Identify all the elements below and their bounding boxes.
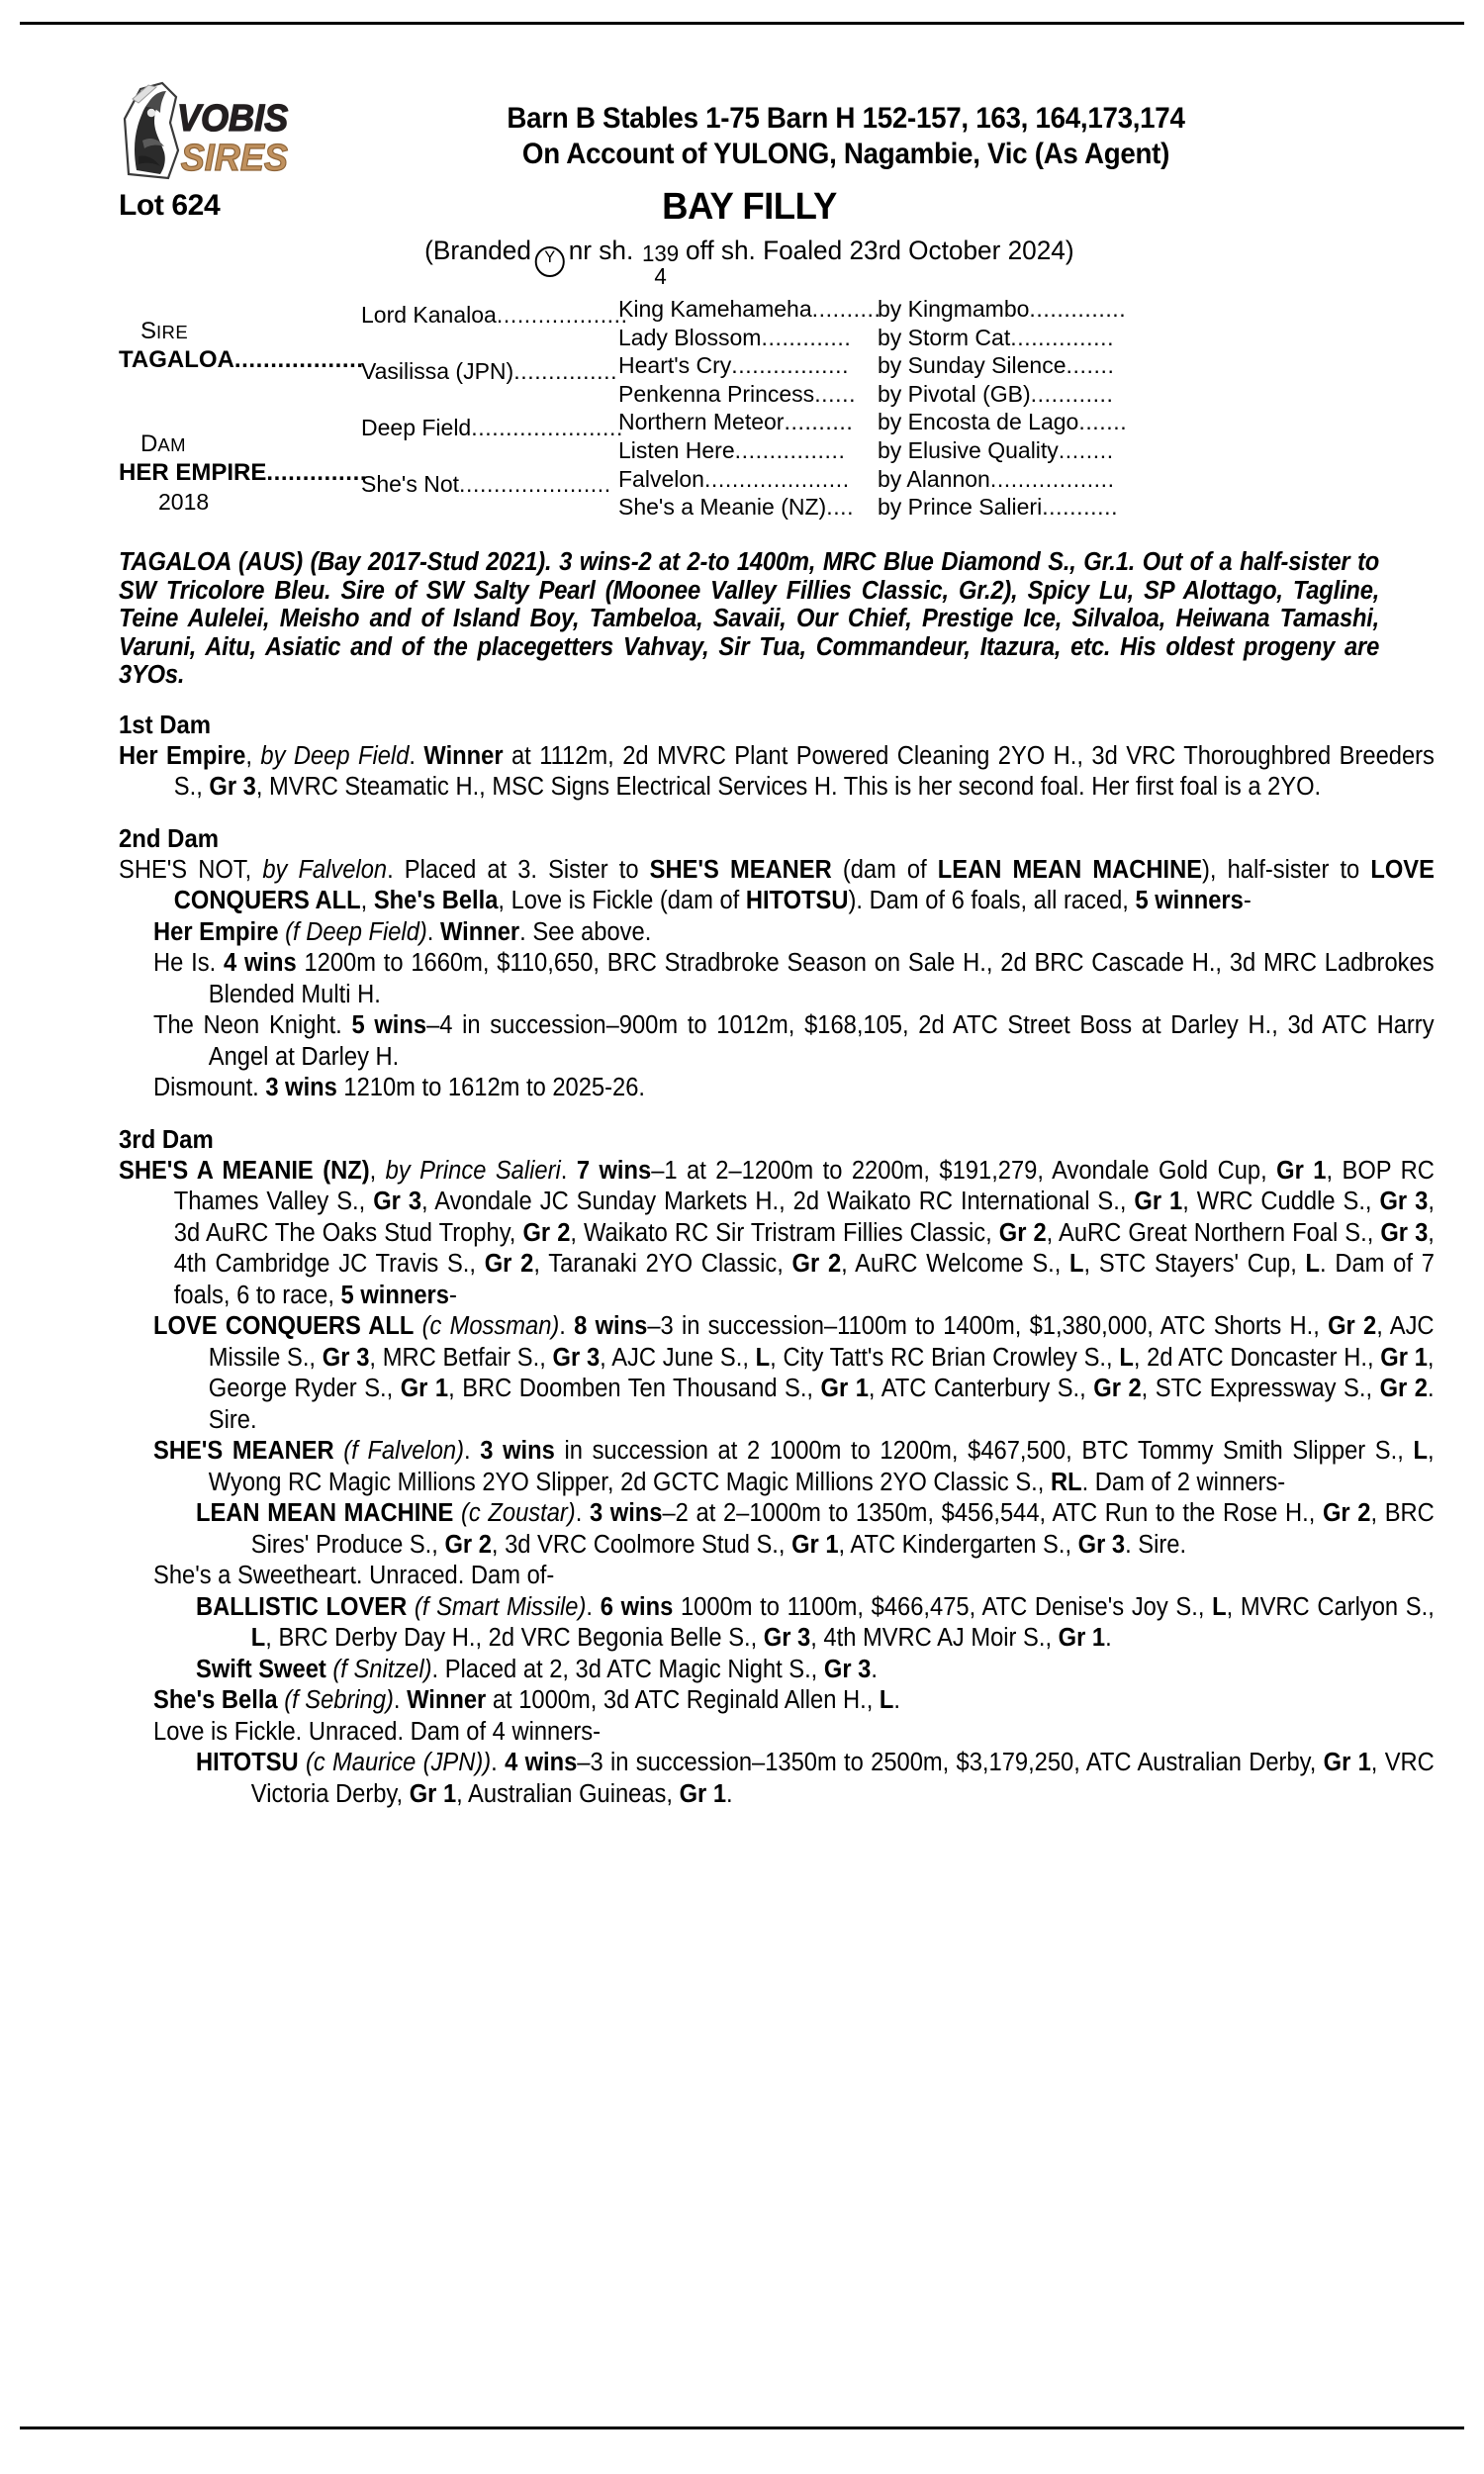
pedigree-entry	[196, 1748, 1435, 1810]
ggp-name-cell	[618, 324, 878, 352]
entry-bold-text: She's Bella	[153, 1686, 278, 1714]
ggp-name-cell	[618, 351, 878, 380]
entry-bold-text: Gr 3	[1077, 1530, 1126, 1559]
grandparent-name: Lord Kanaloa	[361, 302, 497, 328]
entry-bold-text: 5 winners	[340, 1281, 449, 1309]
entry-text: . Sire.	[1125, 1530, 1187, 1559]
grandparent-row	[361, 470, 613, 498]
ggp-sire: by Storm Cat	[878, 324, 1011, 350]
entry-text: , AuRC Great Northern Foal S.,	[1046, 1218, 1381, 1247]
entry-text: -	[448, 1281, 457, 1309]
entry-italic-text: by Deep Field	[260, 741, 410, 770]
entry-text: , MVRC Steamatic H., MSC Signs Electrical Services H. This is her second foal. Her first foal is a 2YO.	[255, 773, 1322, 801]
dam-section-heading: 2nd Dam	[119, 822, 220, 853]
entry-bold-text: Swift Sweet	[196, 1655, 326, 1683]
pedigree-generation-2	[361, 295, 628, 532]
grandparent-dots: ......................	[471, 415, 624, 440]
dam-caption-rest: AM	[157, 434, 186, 455]
ggp-sire-dots: ...........	[1042, 494, 1119, 521]
entry-text: . Dam of 2 winners-	[1081, 1468, 1286, 1496]
grandparent-dots: ......................	[459, 471, 611, 497]
dam-name-row	[119, 458, 368, 488]
entry-bold-text: Gr 1	[820, 1375, 869, 1402]
great-grandparent-row	[618, 493, 1380, 522]
entry-bold-text: Gr 1	[791, 1530, 839, 1559]
entry-text: , Waikato RC Sir Tristram Fillies Classic,	[570, 1218, 999, 1247]
entry-text: .	[426, 917, 440, 946]
entry-bold-text: Gr 3	[823, 1655, 872, 1683]
entry-text: in succession at 2 1000m to 1200m, $467,500, BTC Tommy Smith Slipper S.,	[554, 1437, 1414, 1465]
entry-bold-text: L	[1413, 1437, 1428, 1465]
entry-bold-text: LOVE CONQUERS ALL	[153, 1312, 415, 1340]
entry-text: , 4th MVRC AJ Moir S.,	[810, 1624, 1059, 1652]
entry-bold-text: Gr 3	[373, 1188, 422, 1215]
entry-text: , 3d VRC Coolmore Stud S.,	[491, 1530, 792, 1559]
grandparent-row	[361, 301, 628, 329]
entry-text: –2 at 2–1000m to 1350m, $456,544, ATC Run to the Rose H.,	[662, 1499, 1323, 1527]
entry-bold-text: 7 wins	[576, 1156, 652, 1185]
entry-bold-text: Gr 2	[998, 1218, 1047, 1247]
entry-text: , Wyong RC Magic Millions 2YO Slipper, 2d GCTC Magic Millions 2YO Classic S.,	[208, 1437, 1435, 1496]
entry-text: .	[559, 1312, 575, 1340]
entry-text: , Love is Fickle (dam of	[498, 887, 746, 914]
entry-text: , 4th Cambridge JC Travis S.,	[173, 1218, 1435, 1278]
ggp-name-cell	[618, 493, 878, 522]
entry-text: .	[560, 1156, 577, 1185]
entry-text: 1200m to 1660m, $110,650, BRC Stradbroke Season on Sale H., 2d BRC Cascade H., 3d MRC Ladbrokes Blended Multi H.	[208, 949, 1435, 1008]
entry-text: .	[575, 1499, 590, 1527]
entry-italic-text: by Prince Salieri	[385, 1156, 561, 1185]
pedigree-entry	[196, 1592, 1435, 1655]
entry-bold-text: L	[1119, 1343, 1134, 1372]
ggp-name: Lady Blossom	[618, 324, 762, 350]
ggp-sire: by Pivotal (GB)	[878, 380, 1031, 407]
great-grandparent-row	[618, 408, 1380, 436]
entry-bold-text: L	[1212, 1592, 1227, 1621]
sire-caption	[119, 319, 361, 345]
great-grandparent-row	[618, 436, 1380, 465]
page-bottom-rule	[20, 2426, 1464, 2429]
ggp-dots: ..........	[811, 296, 881, 322]
pedigree-entry	[153, 948, 1435, 1010]
ggp-sire: by Prince Salieri	[878, 494, 1043, 521]
entry-italic-text: (f Smart Missile)	[414, 1592, 587, 1621]
pedigree-table	[119, 295, 1380, 532]
entry-bold-text: Gr 2	[1328, 1312, 1377, 1340]
entry-bold-text: Gr 2	[791, 1250, 842, 1278]
entry-italic-text: (c Zoustar)	[460, 1499, 576, 1527]
grandparent-row	[361, 357, 618, 385]
pedigree-generation-1	[119, 295, 368, 532]
entry-text: Love is Fickle. Unraced. Dam of 4 winners-	[153, 1717, 602, 1746]
entry-text: .	[409, 741, 424, 770]
page-title: BAY FILLY	[662, 186, 837, 228]
entry-bold-text: Gr 2	[1322, 1499, 1371, 1527]
ggp-name: Penkenna Princess	[618, 380, 815, 407]
sire-name: TAGALOA	[119, 346, 234, 373]
dam-block	[119, 430, 368, 516]
brand-off-side-and-foaled: off sh. Foaled 23rd October 2024)	[686, 236, 1074, 265]
entry-bold-text: Gr 1	[409, 1779, 457, 1808]
entry-bold-text: BALLISTIC LOVER	[196, 1592, 408, 1621]
sire-dots: ..................	[233, 346, 364, 373]
entry-bold-text: Her Empire	[119, 741, 246, 770]
account-line: On Account of YULONG, Nagambie, Vic (As Agent)	[521, 138, 1170, 170]
entry-text: (dam of	[831, 855, 938, 884]
entry-bold-text: HITOTSU	[196, 1749, 299, 1776]
entry-text: ,	[369, 1156, 386, 1185]
ggp-sire-dots: ...............	[1010, 324, 1115, 350]
vobis-sires-logo	[119, 79, 309, 186]
barn-line: Barn B Stables 1-75 Barn H 152-157, 163, 164,173,174	[507, 102, 1185, 135]
entry-bold-text: 3 wins	[480, 1437, 555, 1465]
entry-bold-text: Gr 1	[679, 1779, 727, 1808]
ggp-sire-dots: ........	[1058, 436, 1114, 463]
entry-bold-text: 4 wins	[505, 1749, 578, 1776]
ggp-name: Northern Meteor	[618, 409, 785, 435]
entry-text: ,	[360, 887, 374, 914]
entry-bold-text: Gr 2	[522, 1218, 571, 1247]
ggp-name: Falvelon	[618, 465, 704, 492]
pedigree-entry	[153, 917, 1435, 949]
ggp-name-cell	[618, 465, 878, 494]
pedigree-entry	[153, 1073, 1435, 1104]
entry-italic-text: by Falvelon	[262, 855, 388, 884]
entry-bold-text: Gr 2	[444, 1530, 492, 1559]
entry-bold-text: Gr 1	[1058, 1624, 1106, 1652]
ggp-sire: by Elusive Quality	[878, 436, 1059, 463]
entry-text	[407, 1593, 415, 1621]
sire-caption-rest: IRE	[156, 322, 189, 342]
entry-text: , AuRC Welcome S.,	[841, 1250, 1070, 1278]
dam-section-heading: 3rd Dam	[119, 1123, 214, 1154]
entry-text: She's a Sweetheart. Unraced. Dam of-	[153, 1562, 555, 1589]
entry-text: 1210m to 1612m to 2025-26.	[336, 1074, 645, 1101]
entry-text: . Placed at 2, 3d ATC Magic Night S.,	[431, 1655, 824, 1683]
pedigree-entry	[153, 1311, 1435, 1436]
sire-block	[119, 318, 364, 375]
ggp-sire: by Alannon	[878, 465, 990, 492]
entry-text: , Taranaki 2YO Classic,	[533, 1250, 792, 1278]
ggp-name-cell	[618, 380, 878, 409]
entry-text: SHE'S NOT	[119, 855, 245, 884]
entry-text: , BRC Derby Day H., 2d VRC Begonia Belle S.,	[265, 1624, 764, 1652]
entry-text	[414, 1312, 421, 1340]
entry-bold-text: LEAN MEAN MACHINE	[937, 855, 1203, 884]
entry-text: .	[726, 1779, 733, 1808]
sire-caption-first: S	[140, 318, 157, 344]
ggp-name: She's a Meanie (NZ)	[618, 494, 827, 521]
entry-bold-text: Gr 3	[552, 1343, 601, 1372]
sire-description: TAGALOA (AUS) (Bay 2017-Stud 2021). 3 wins-2 at 2-to 1400m, MRC Blue Diamond S., Gr.1. Out of a half-sister to SW Tricolore Bleu. Sire of SW Salty Pearl (Moonee Valley Fillies Classic, Gr.2), Spicy Lu, SP Alottago, Tagline, Teine Aulelei, Meisho and of Island Boy, Tambeloa, Savaii, Our Chief, Prestige Ice, Silvaloa, Heiwana Tamashi, Varuni, Aitu, Asiatic and of the placegetters Vahvay, Sir Tua, Commandeur, Itazura, etc. His oldest progeny are 3YOs.	[119, 548, 1380, 689]
ggp-sire-cell	[878, 465, 1380, 494]
entry-bold-text: Gr 1	[1380, 1343, 1428, 1372]
entry-bold-text: 5 winners	[1135, 887, 1244, 914]
dam-year: 2018	[158, 489, 210, 515]
entry-bold-text: Her Empire	[153, 917, 279, 946]
entry-text: –1 at 2–1200m to 2200m, $191,279, Avondale Gold Cup,	[651, 1156, 1277, 1185]
entry-italic-text: (f Deep Field)	[285, 917, 427, 946]
sire-name-row	[119, 345, 364, 375]
entry-text: , Australian Guineas,	[456, 1779, 680, 1808]
entry-bold-text: Gr 2	[1093, 1375, 1142, 1402]
entry-bold-text: Gr 1	[1323, 1749, 1371, 1776]
ggp-sire-dots: ............	[1030, 380, 1114, 407]
entry-text: ). Dam of 6 foals, all raced,	[848, 887, 1136, 914]
ggp-sire-dots: ..................	[989, 465, 1115, 492]
ggp-sire-dots: ..............	[1029, 296, 1127, 322]
entry-text: . Placed at 3. Sister to	[387, 855, 650, 884]
entry-bold-text: Gr 3	[763, 1624, 811, 1652]
entry-bold-text: Gr 2	[484, 1250, 534, 1278]
entry-text	[334, 1437, 344, 1465]
ggp-sire-dots: .......	[1078, 409, 1128, 435]
entry-bold-text: L	[250, 1624, 266, 1652]
entry-text: , City Tatt's RC Brian Crowley S.,	[770, 1343, 1120, 1372]
entry-bold-text: Winner	[407, 1686, 487, 1714]
ggp-sire-cell	[878, 295, 1380, 324]
ggp-sire-cell	[878, 351, 1380, 380]
entry-text: .	[463, 1437, 481, 1465]
entry-italic-text: (f Snitzel)	[332, 1655, 432, 1683]
entry-bold-text: Gr 3	[209, 773, 256, 801]
brand-near-side: nr sh.	[568, 236, 634, 265]
page-header	[119, 77, 1380, 188]
entry-bold-text: Winner	[439, 917, 520, 946]
entry-text: Dismount.	[153, 1074, 266, 1101]
ggp-name-cell	[618, 408, 878, 436]
entry-text: .	[491, 1749, 506, 1776]
entry-text: .	[393, 1686, 408, 1714]
entry-text: ,	[245, 741, 261, 770]
entry-text: , Avondale JC Sunday Markets H., 2d Waikato RC International S.,	[421, 1188, 1135, 1215]
entry-bold-text: Gr 3	[1380, 1218, 1429, 1247]
ggp-sire-cell	[878, 324, 1380, 352]
entry-text: .	[893, 1686, 901, 1714]
ggp-sire-cell	[878, 436, 1380, 465]
pedigree-entry	[153, 1561, 1435, 1592]
ggp-name: King Kamehameha	[618, 296, 812, 322]
entry-text: .	[1105, 1624, 1112, 1652]
ggp-sire-cell	[878, 380, 1380, 409]
ggp-sire: by Encosta de Lago	[878, 409, 1079, 435]
pedigree-entry	[153, 1685, 1435, 1717]
entry-text: , BRC Doomben Ten Thousand S.,	[448, 1375, 821, 1402]
entry-italic-text: (f Falvelon)	[343, 1437, 464, 1465]
brand-prefix: (Branded	[424, 236, 532, 265]
ggp-sire: by Kingmambo	[878, 296, 1030, 322]
entry-bold-text: SHE'S A MEANIE (NZ)	[119, 1156, 370, 1185]
entry-italic-text: (f Sebring)	[284, 1686, 394, 1714]
grandparent-name: Deep Field	[361, 415, 472, 440]
pedigree-entry	[196, 1498, 1435, 1561]
pedigree-entry	[119, 741, 1435, 804]
ggp-dots: ......	[814, 380, 857, 407]
entry-text: The Neon Knight.	[153, 1011, 352, 1039]
sires-wordmark	[181, 136, 289, 178]
ggp-sire-cell	[878, 493, 1380, 522]
ggp-sire-cell	[878, 408, 1380, 436]
entry-bold-text: Gr 3	[1379, 1188, 1429, 1215]
entry-text: , BRC Sires' Produce S.,	[250, 1499, 1435, 1559]
entry-text: ), half-sister to	[1202, 855, 1371, 884]
entry-bold-text: L	[1069, 1250, 1084, 1278]
ggp-name: Heart's Cry	[618, 352, 732, 379]
entry-bold-text: 8 wins	[574, 1312, 648, 1340]
pedigree-generation-3	[618, 295, 1380, 532]
grandparent-name: She's Not	[361, 471, 459, 497]
ggp-dots: .....................	[703, 465, 850, 492]
dam-name: HER EMPIRE	[119, 459, 267, 486]
great-grandparent-row	[618, 465, 1380, 494]
pedigree-entry	[119, 855, 1435, 917]
pedigree-entry	[119, 1156, 1435, 1312]
ggp-name-cell	[618, 436, 878, 465]
entry-text: , AJC Missile S.,	[208, 1312, 1435, 1372]
svg-text:VOBIS: VOBIS	[176, 96, 289, 140]
branding-line	[119, 234, 1380, 287]
grandparent-row	[361, 414, 624, 441]
entry-bold-text: She's Bella	[373, 887, 499, 914]
entry-text: , 2d ATC Doncaster H.,	[1133, 1343, 1381, 1372]
entry-text: -	[1243, 887, 1252, 914]
brand-denominator: 4	[654, 263, 667, 289]
ggp-sire: by Sunday Silence	[878, 352, 1067, 379]
entry-text: , 3d AuRC The Oaks Stud Trophy,	[173, 1188, 1435, 1247]
entry-bold-text: Gr 3	[322, 1343, 370, 1372]
lot-number: Lot 624	[119, 189, 221, 222]
entry-bold-text: 5 wins	[351, 1011, 427, 1039]
brand-number-fraction	[642, 242, 679, 288]
pedigree-entry	[196, 1655, 1435, 1686]
ggp-dots: ................	[734, 436, 846, 463]
entry-bold-text: RL	[1050, 1468, 1082, 1496]
ggp-name: Listen Here	[618, 436, 735, 463]
grandparent-dots: ...............	[513, 358, 618, 384]
entry-text: , MVRC Carlyon S.,	[1226, 1592, 1435, 1621]
dam-caption-first: D	[140, 430, 158, 457]
great-grandparent-row	[618, 380, 1380, 409]
entry-text: , STC Expressway S.,	[1141, 1375, 1380, 1402]
lot-title-row	[119, 188, 1380, 234]
dam-dots: ..............	[266, 459, 368, 486]
entry-text: , AJC June S.,	[600, 1343, 756, 1372]
entry-text: , WRC Cuddle S.,	[1182, 1188, 1380, 1215]
entry-text: . Sire.	[208, 1375, 1435, 1434]
page-top-rule	[20, 22, 1464, 25]
entry-text: , ATC Canterbury S.,	[868, 1375, 1094, 1402]
great-grandparent-row	[618, 351, 1380, 380]
entry-bold-text: Gr 1	[400, 1375, 449, 1402]
svg-text:SIRES: SIRES	[180, 136, 289, 179]
entry-text: , George Ryder S.,	[208, 1343, 1435, 1402]
entry-text: . See above.	[519, 917, 652, 946]
entry-bold-text: SHE'S MEANER	[649, 855, 832, 884]
entry-text: , BOP RC Thames Valley S.,	[173, 1156, 1435, 1215]
entry-bold-text: 3 wins	[265, 1074, 337, 1101]
ggp-sire-dots: .......	[1066, 352, 1115, 379]
entry-text: –4 in succession–900m to 1012m, $168,105, 2d ATC Street Boss at Darley H., 3d ATC Harry Angel at Darley H.	[208, 1011, 1435, 1071]
dam-caption	[119, 431, 361, 458]
great-grandparent-row	[618, 295, 1380, 324]
entry-text: He Is.	[153, 949, 224, 977]
entry-bold-text: LOVE CONQUERS ALL	[173, 855, 1435, 914]
entry-italic-text: (c Mossman)	[421, 1312, 560, 1340]
entry-text: at 1000m, 3d ATC Reginald Allen H.,	[486, 1686, 880, 1714]
dam-section-heading: 1st Dam	[119, 709, 212, 739]
entry-bold-text: LEAN MEAN MACHINE	[196, 1499, 454, 1527]
entry-text: at 1112m, 2d MVRC Plant Powered Cleaning 2YO H., 3d VRC Thoroughbred Breeders S.,	[173, 741, 1435, 801]
consignment-header	[312, 101, 1380, 172]
entry-bold-text: HITOTSU	[745, 887, 849, 914]
entry-text: –3 in succession–1350m to 2500m, $3,179,250, ATC Australian Derby,	[577, 1749, 1324, 1776]
horse-and-jockey-emblem	[125, 83, 178, 178]
vobis-wordmark	[177, 96, 289, 139]
entry-bold-text: Gr 1	[1276, 1156, 1327, 1185]
entry-bold-text: Gr 1	[1134, 1188, 1183, 1215]
entry-italic-text: (c Maurice (JPN))	[305, 1749, 492, 1776]
entry-text: ,	[244, 855, 263, 884]
ggp-dots: ....	[826, 494, 855, 521]
entry-text: 1000m to 1100m, $466,475, ATC Denise's Joy S.,	[673, 1592, 1213, 1621]
entry-bold-text: L	[879, 1686, 894, 1714]
dam-sections	[119, 708, 1435, 1811]
ggp-name-cell	[618, 295, 881, 324]
entry-bold-text: L	[1305, 1250, 1321, 1278]
ggp-dots: .................	[731, 352, 850, 379]
entry-text: , MRC Betfair S.,	[369, 1343, 553, 1372]
great-grandparent-row	[618, 324, 1380, 352]
entry-text: , VRC Victoria Derby,	[250, 1749, 1435, 1808]
entry-text: .	[871, 1655, 878, 1683]
brand-numerator: 139	[642, 240, 680, 266]
entry-bold-text: L	[755, 1343, 771, 1372]
entry-bold-text: Gr 2	[1379, 1375, 1428, 1402]
entry-text: . Dam of 7 foals, 6 to race,	[173, 1250, 1435, 1309]
page-content	[119, 77, 1435, 1810]
brand-circled-letter-icon: Y	[535, 246, 565, 277]
entry-bold-text: Winner	[423, 741, 504, 770]
entry-bold-text: SHE'S MEANER	[153, 1437, 334, 1465]
pedigree-entry	[153, 1010, 1435, 1073]
grandparent-dots: ...................	[496, 302, 628, 328]
entry-text: , ATC Kindergarten S.,	[838, 1530, 1078, 1559]
pedigree-entry	[153, 1436, 1435, 1498]
ggp-dots: ..........	[784, 409, 854, 435]
pedigree-entry	[153, 1717, 1435, 1749]
entry-text: –3 in succession–1100m to 1400m, $1,380,000, ATC Shorts H.,	[647, 1312, 1329, 1340]
grandparent-name: Vasilissa (JPN)	[361, 358, 514, 384]
entry-bold-text: 6 wins	[600, 1592, 674, 1621]
entry-bold-text: 3 wins	[589, 1499, 663, 1527]
entry-bold-text: 4 wins	[223, 949, 297, 977]
ggp-dots: .............	[761, 324, 852, 350]
entry-text: .	[586, 1592, 601, 1621]
entry-text: , STC Stayers' Cup,	[1083, 1250, 1306, 1278]
